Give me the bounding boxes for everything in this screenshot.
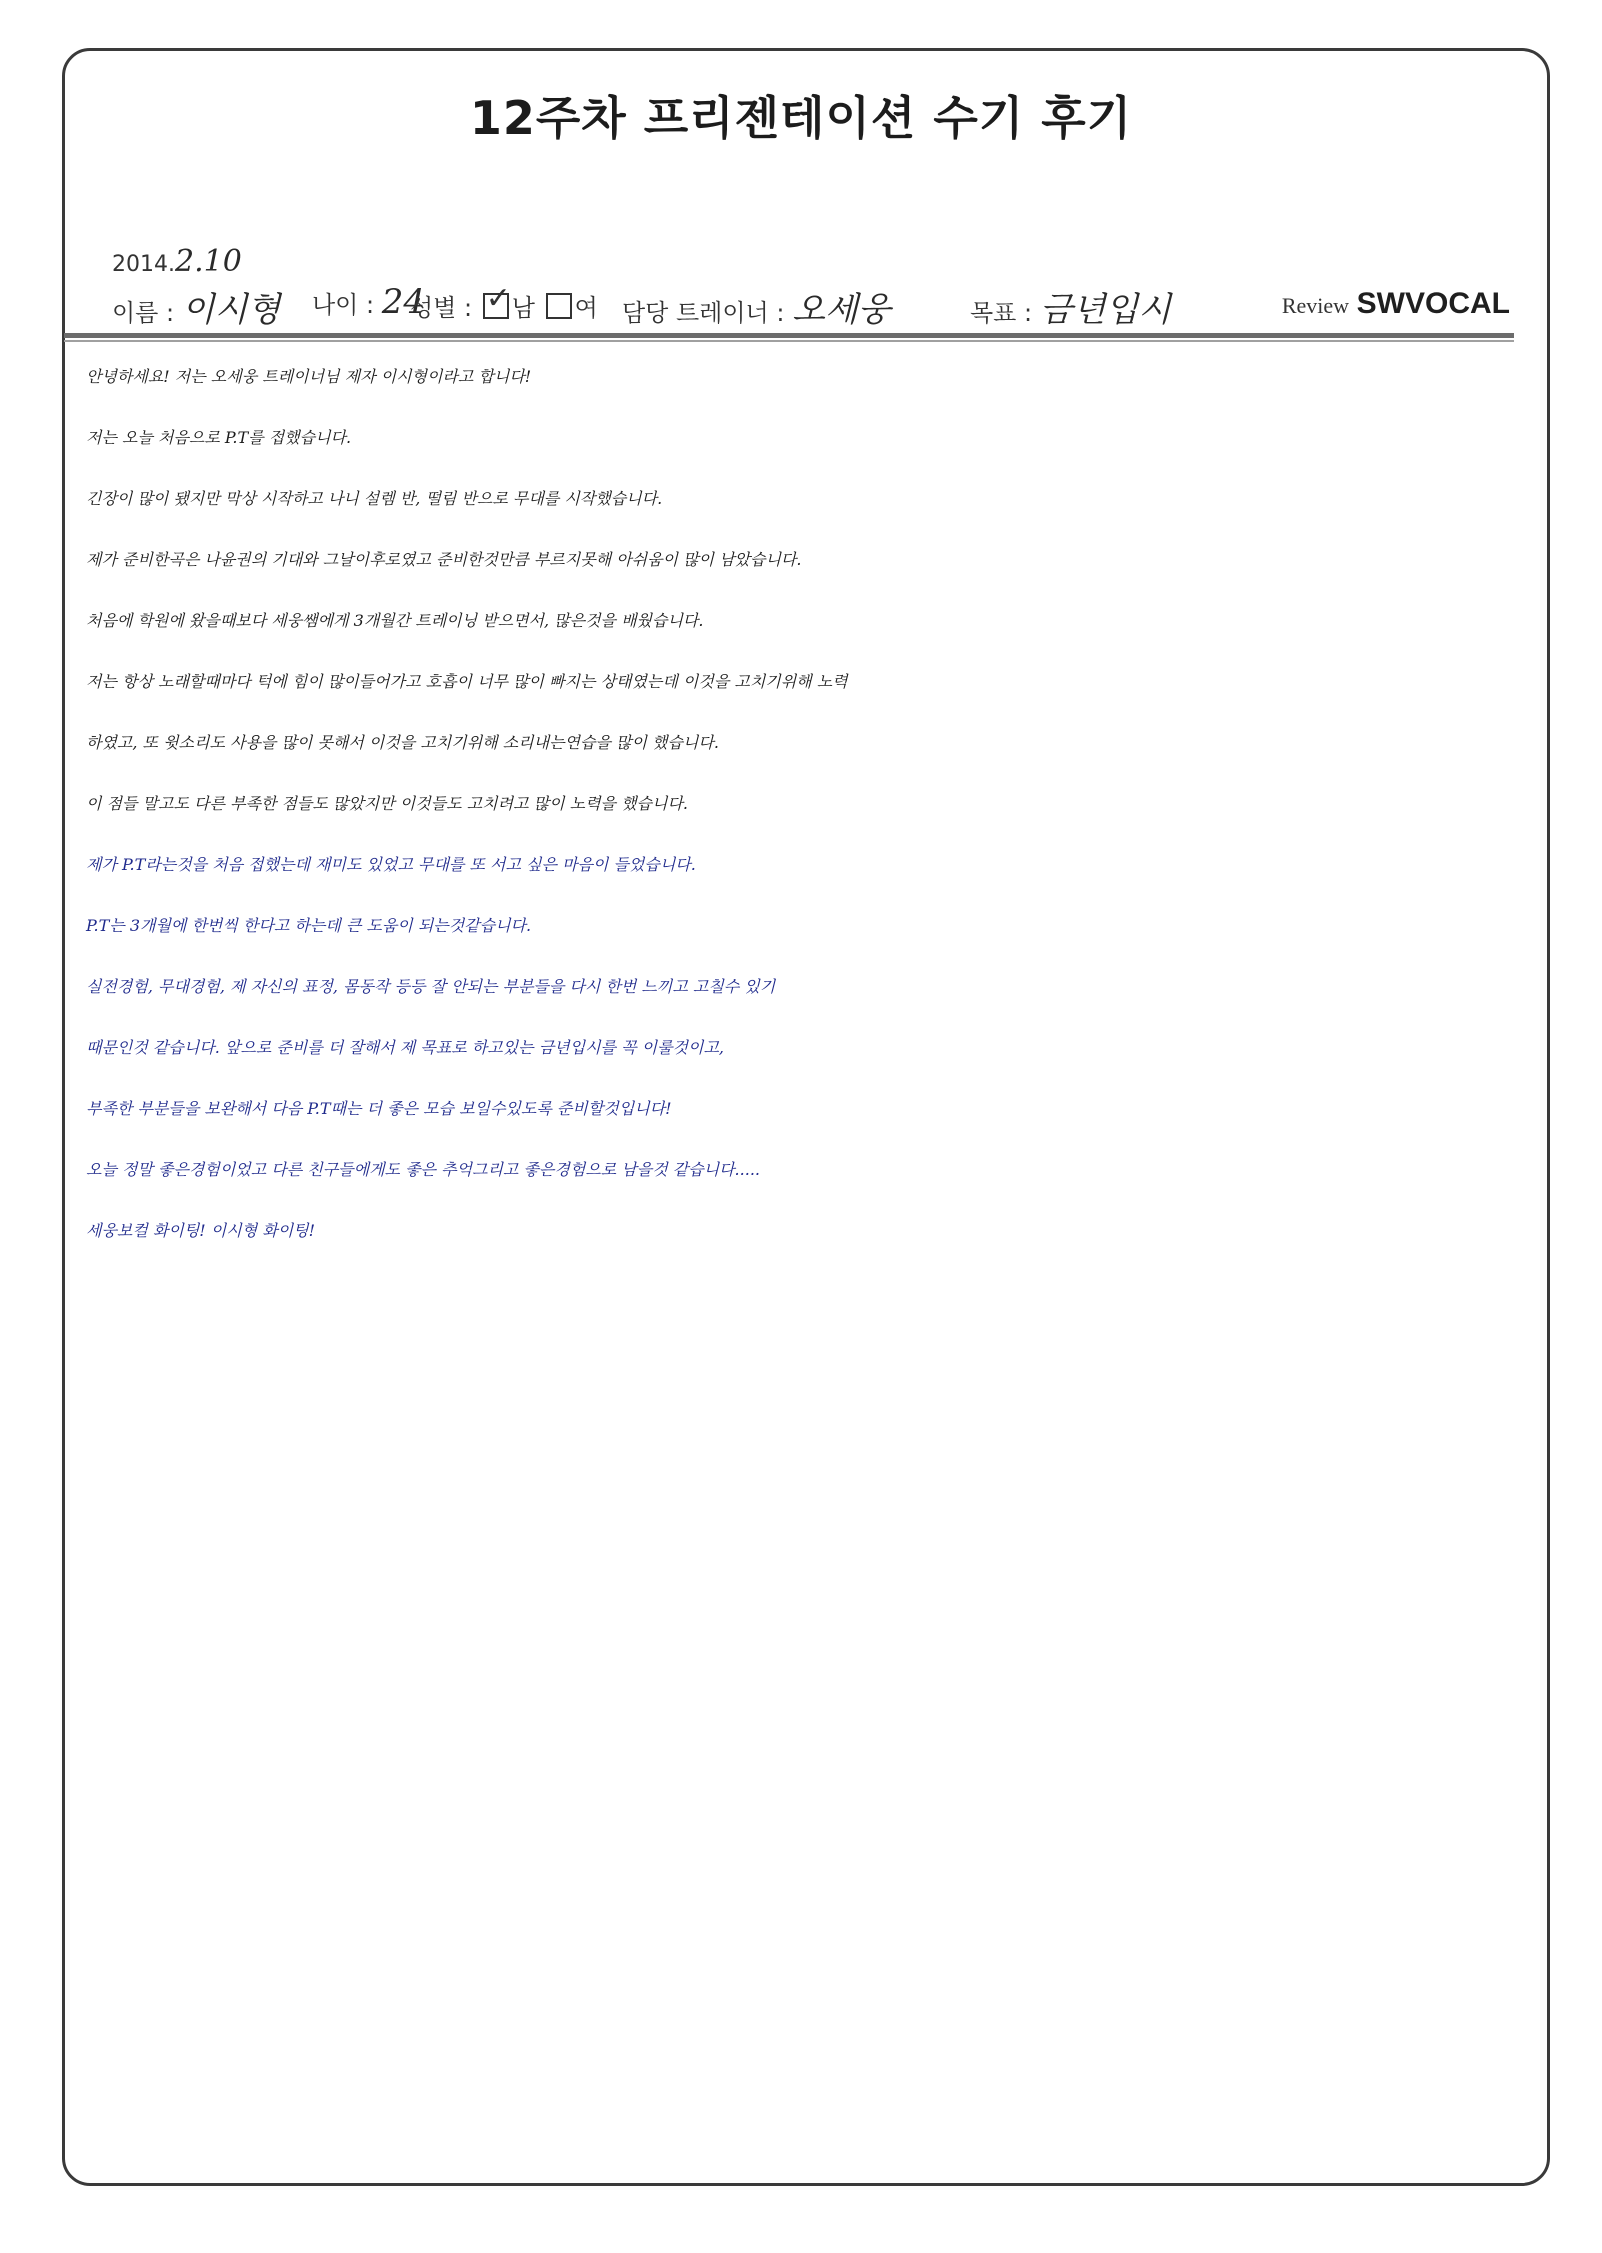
gender-label: 성별 : [410,294,473,322]
age-value: 24 [381,282,425,322]
body-line: 제가 준비한곡은 나윤권의 기대와 그날이후로였고 준비한것만큼 부르지못해 아쉬움이 많이 남았습니다. [86,550,802,569]
handwritten-body [86,346,1526,1261]
age-label: 나이 : [312,291,375,319]
body-line: 처음에 학원에 왔을때보다 세웅쌤에게 3개월간 트레이닝 받으면서, 많은것을 배웠습니다. [86,611,704,630]
date-field [112,244,242,279]
checkmark-icon: ✓ [485,281,511,316]
goal-value: 금년입시 [1039,290,1172,330]
body-line: 긴장이 많이 됐지만 막상 시작하고 나니 설렘 반, 떨림 반으로 무대를 시작했습니다. [86,489,663,508]
body-line: 부족한 부분들을 보완해서 다음 P.T때는 더 좋은 모습 보일수있도록 준비할것입니다! [86,1099,672,1118]
body-line: 제가 P.T라는것을 처음 접했는데 재미도 있었고 무대를 또 서고 싶은 마음이 들었습니다. [86,855,696,874]
age-field [312,282,425,322]
name-field [112,282,280,331]
brand-review-text: Review [1281,293,1350,318]
page-title: 12주차 프리젠테이션 수기 후기 [469,91,1133,145]
body-line: 때문인것 같습니다. 앞으로 준비를 더 잘해서 제 목표로 하고있는 금년입시를 꼭 이룰것이고, [86,1038,724,1057]
body-line: 세웅보컬 화이팅! 이시형 화이팅! [86,1221,316,1240]
body-line: 안녕하세요! 저는 오세웅 트레이너님 제자 이시형이라고 합니다! [86,367,532,386]
trainer-label: 담당 트레이너 : [622,299,785,327]
gender-field [410,281,598,323]
body-line: 하였고, 또 윗소리도 사용을 많이 못해서 이것을 고치기위해 소리내는연습을 많이 했습니다. [86,733,719,752]
date-prefix: 2014. [112,252,175,277]
gender-male-label: 남 [511,294,535,322]
header-divider [64,333,1514,338]
body-line: 저는 오늘 처음으로 P.T를 접했습니다. [86,428,352,447]
body-line: P.T는 3개월에 한번씩 한다고 하는데 큰 도움이 되는것같습니다. [86,916,532,935]
goal-field [970,282,1171,331]
body-line: 저는 항상 노래할때마다 턱에 힘이 많이들어가고 호흡이 너무 많이 빠지는 상태였는데 이것을 고치기위해 노력 [86,672,848,691]
name-value: 이시형 [181,290,281,330]
body-line: 이 점들 말고도 다른 부족한 점들도 많았지만 이것들도 고치려고 많이 노력을 했습니다. [86,794,688,813]
name-label: 이름 : [112,299,175,327]
gender-female-checkbox [546,293,572,319]
trainer-field [622,282,891,331]
header-divider-thin [64,340,1514,342]
brand-name: SWVOCAL [1356,287,1510,320]
date-handwritten: 2.10 [174,244,242,279]
gender-male-checkbox [483,281,511,319]
body-line: 실전경험, 무대경험, 제 자신의 표정, 몸동작 등등 잘 안되는 부분들을 다시 한번 느끼고 고칠수 있기 [86,977,776,996]
brand-logo [1282,287,1510,321]
goal-label: 목표 : [970,299,1033,327]
gender-female-label: 여 [574,294,598,322]
body-line: 오늘 정말 좋은경험이었고 다른 친구들에게도 좋은 추억그리고 좋은경험으로 남을것 같습니다..... [86,1160,760,1179]
trainer-value: 오세웅 [792,290,891,330]
